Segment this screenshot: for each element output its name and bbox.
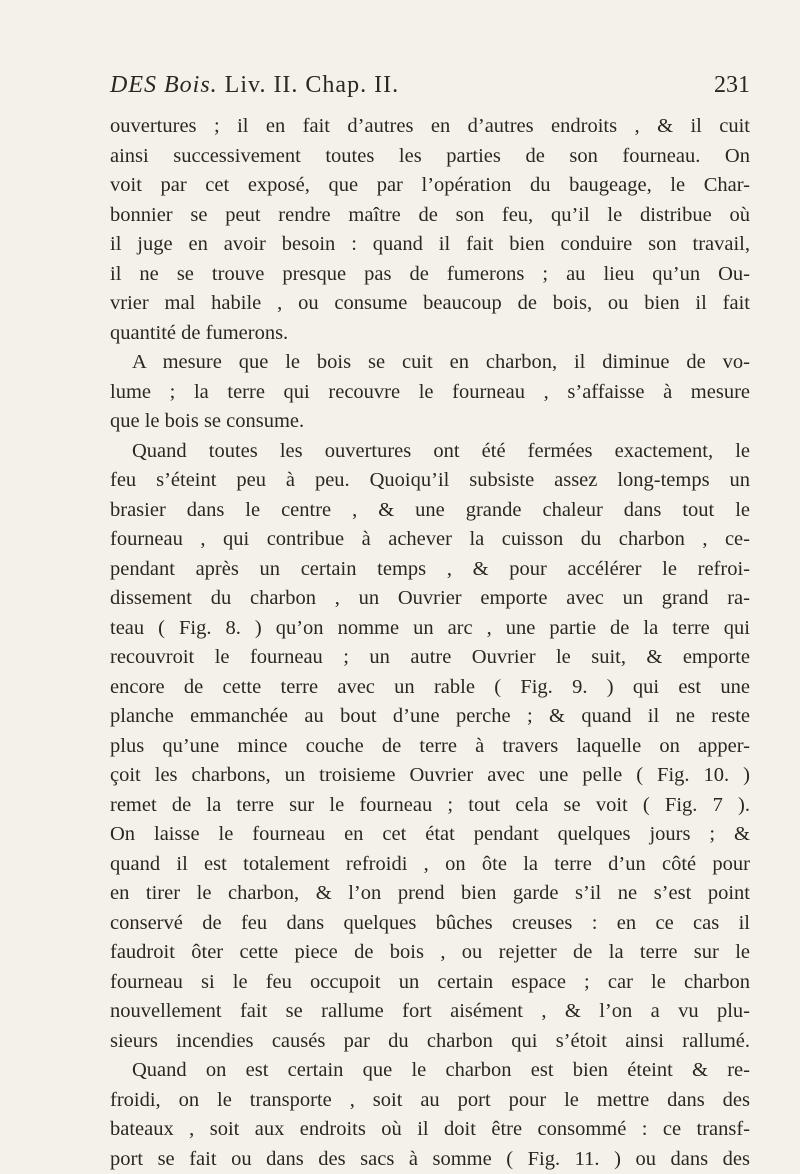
text-line: ainsi successivement toutes les parties de son fourneau. On [110,142,750,172]
running-header [110,72,750,108]
text-line: nouvellement fait se rallume fort aisément , & l’on a vu plu- [110,997,750,1027]
text-line: quantité de fumerons. [110,319,750,349]
text-line: faudroit ôter cette piece de bois , ou rejetter de la terre sur le [110,938,750,968]
text-line: dissement du charbon , un Ouvrier emporte avec un grand ra- [110,584,750,614]
text-line: lume ; la terre qui recouvre le fourneau , s’affaisse à mesure [110,378,750,408]
text-line: remet de la terre sur le fourneau ; tout cela se voit ( Fig. 7 ). [110,791,750,821]
page-body [110,112,750,1174]
text-line: il juge en avoir besoin : quand il fait bien conduire son travail, [110,230,750,260]
text-line: que le bois se consume. [110,407,750,437]
text-line: ouvertures ; il en fait d’autres en d’autres endroits , & il cuit [110,112,750,142]
text-line: On laisse le fourneau en cet état pendant quelques jours ; & [110,820,750,850]
text-line: il ne se trouve presque pas de fumerons ; au lieu qu’un Ou- [110,260,750,290]
text-line: sieurs incendies causés par du charbon qui s’étoit ainsi rallumé. [110,1027,750,1057]
running-title [110,72,399,99]
running-title-chapter: Liv. II. Chap. II. [218,72,399,98]
text-line: çoit les charbons, un troisieme Ouvrier avec une pelle ( Fig. 10. ) [110,761,750,791]
text-line: planche emmanchée au bout d’une perche ; & quand il ne reste [110,702,750,732]
text-line: port se fait ou dans des sacs à somme ( Fig. 11. ) ou dans des [110,1145,750,1174]
text-line: voit par cet exposé, que par l’opération du baugeage, le Char- [110,171,750,201]
text-line: en tirer le charbon, & l’on prend bien garde s’il ne s’est point [110,879,750,909]
text-line: feu s’éteint peu à peu. Quoiqu’il subsiste assez long-temps un [110,466,750,496]
text-line: encore de cette terre avec un rable ( Fig. 9. ) qui est une [110,673,750,703]
text-line: Quand on est certain que le charbon est bien éteint & re- [110,1056,750,1086]
text-line: plus qu’une mince couche de terre à travers laquelle on apper- [110,732,750,762]
text-line: pendant après un certain temps , & pour accélérer le refroi- [110,555,750,585]
text-line: froidi, on le transporte , soit au port pour le mettre dans des [110,1086,750,1116]
text-line: teau ( Fig. 8. ) qu’on nomme un arc , une partie de la terre qui [110,614,750,644]
text-line: vrier mal habile , ou consume beaucoup de bois, ou bien il fait [110,289,750,319]
text-line: bateaux , soit aux endroits où il doit être consommé : ce transf- [110,1115,750,1145]
text-line: A mesure que le bois se cuit en charbon, il diminue de vo- [110,348,750,378]
text-line: conservé de feu dans quelques bûches creuses : en ce cas il [110,909,750,939]
text-line: recouvroit le fourneau ; un autre Ouvrier le suit, & emporte [110,643,750,673]
text-line: quand il est totalement refroidi , on ôte la terre d’un côté pour [110,850,750,880]
page-number: 231 [714,72,750,99]
running-title-italic: DES Bois. [110,72,218,98]
text-line: Quand toutes les ouvertures ont été fermées exactement, le [110,437,750,467]
text-line: fourneau , qui contribue à achever la cuisson du charbon , ce- [110,525,750,555]
text-line: bonnier se peut rendre maître de son feu, qu’il le distribue où [110,201,750,231]
text-line: brasier dans le centre , & une grande chaleur dans tout le [110,496,750,526]
text-line: fourneau si le feu occupoit un certain espace ; car le charbon [110,968,750,998]
